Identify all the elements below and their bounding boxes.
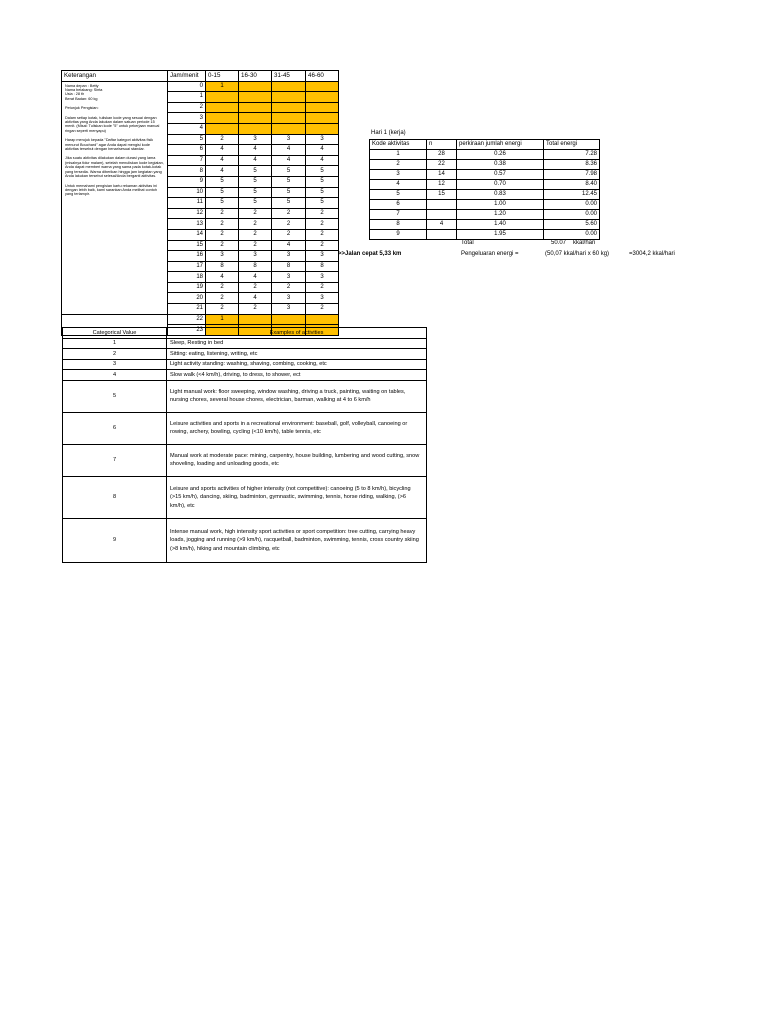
activity-code-cell[interactable]: 4: [206, 155, 239, 166]
category-row: [63, 412, 427, 444]
period-header: 46-60: [306, 71, 339, 82]
activity-code-cell[interactable]: 2: [239, 304, 272, 315]
category-value-cell: 5: [63, 380, 167, 412]
activity-code-cell[interactable]: [239, 123, 272, 134]
activity-code-cell[interactable]: 3: [239, 251, 272, 262]
activity-code-cell[interactable]: [239, 92, 272, 103]
hour-cell: 3: [168, 113, 206, 124]
hour-cell: 12: [168, 208, 206, 219]
energy-cell: 14: [427, 170, 457, 180]
activity-code-cell[interactable]: 4: [239, 155, 272, 166]
hour-cell: 5: [168, 134, 206, 145]
activity-code-cell[interactable]: 2: [306, 282, 339, 293]
energy-row: [370, 160, 600, 170]
activity-code-cell[interactable]: 2: [206, 219, 239, 230]
activity-code-cell[interactable]: [239, 113, 272, 124]
energy-cell: [427, 200, 457, 210]
activity-code-cell[interactable]: 1: [206, 314, 239, 325]
energy-cell: 12: [427, 180, 457, 190]
category-value-cell: 8: [63, 476, 167, 518]
activity-code-cell[interactable]: [206, 113, 239, 124]
energy-cell: 15: [427, 190, 457, 200]
hour-cell: 22: [168, 314, 206, 325]
activity-code-cell[interactable]: 2: [206, 240, 239, 251]
energy-cell: 0.38: [457, 160, 544, 170]
keterangan-header: Keterangan: [62, 71, 168, 82]
pengeluaran-result: =3004,2 kkal/hari: [629, 251, 675, 257]
category-value-cell: 9: [63, 518, 167, 562]
activity-code-cell[interactable]: 3: [306, 293, 339, 304]
activity-code-cell[interactable]: [272, 113, 306, 124]
activity-code-cell[interactable]: 3: [272, 251, 306, 262]
energy-title: Hari 1 (kerja): [371, 130, 406, 136]
activity-code-cell[interactable]: 2: [306, 304, 339, 315]
activity-code-cell[interactable]: [206, 123, 239, 134]
energy-cell: 8.40: [544, 180, 600, 190]
activity-code-cell[interactable]: 2: [306, 240, 339, 251]
period-header: 0-15: [206, 71, 239, 82]
activity-code-cell[interactable]: 2: [306, 219, 339, 230]
energy-cell: [427, 210, 457, 220]
activity-code-cell[interactable]: 4: [239, 145, 272, 156]
activity-code-cell[interactable]: 2: [206, 229, 239, 240]
activity-code-cell[interactable]: 4: [239, 272, 272, 283]
activity-code-cell[interactable]: 5: [272, 176, 306, 187]
energy-cell: 1.20: [457, 210, 544, 220]
activity-code-cell[interactable]: 2: [272, 219, 306, 230]
activity-code-cell[interactable]: 5: [272, 166, 306, 177]
hour-cell: 1: [168, 92, 206, 103]
pengeluaran-calc: (50,07 kkal/hari x 60 kg): [545, 251, 610, 257]
activity-code-cell[interactable]: 3: [272, 272, 306, 283]
activity-code-cell[interactable]: 2: [239, 282, 272, 293]
activity-code-cell[interactable]: 5: [306, 187, 339, 198]
energy-row: [370, 210, 600, 220]
energy-cell: 1.95: [457, 230, 544, 240]
energy-cell: 3: [370, 170, 427, 180]
hour-cell: 17: [168, 261, 206, 272]
activity-code-cell[interactable]: 3: [206, 251, 239, 262]
activity-code-cell[interactable]: 3: [272, 304, 306, 315]
activity-code-cell[interactable]: 3: [306, 251, 339, 262]
activity-code-cell[interactable]: [272, 92, 306, 103]
energy-header-cell: n: [427, 140, 457, 150]
activity-code-cell[interactable]: [306, 113, 339, 124]
category-example-cell: Sitting: eating, listening, writing, etc: [167, 349, 427, 360]
instructions-title: Petunjuk Pengisian:: [65, 106, 99, 111]
energy-row: [370, 180, 600, 190]
energy-row: [370, 220, 600, 230]
energy-row: [370, 150, 600, 160]
profile-line: Nama belakang: Sinta: [65, 88, 103, 92]
activity-code-cell[interactable]: 8: [272, 261, 306, 272]
activity-code-cell[interactable]: 5: [239, 187, 272, 198]
category-example-cell: Light manual work: floor sweeping, window washing, driving a truck, painting, waiting on tables, nursing chores, several house chores, electrician, barman, walking at 4 to 6 km/h: [167, 380, 427, 412]
activity-code-cell[interactable]: [306, 81, 339, 92]
activity-code-cell[interactable]: [306, 102, 339, 113]
total-value: 50.07: [551, 240, 567, 246]
activity-code-cell[interactable]: 8: [239, 261, 272, 272]
category-row: [63, 476, 427, 518]
activity-code-cell[interactable]: 5: [239, 176, 272, 187]
energy-cell: 0.00: [544, 200, 600, 210]
hour-cell: 19: [168, 282, 206, 293]
activity-code-cell[interactable]: 2: [272, 282, 306, 293]
period-header: 16-30: [239, 71, 272, 82]
energy-header-row: [370, 140, 600, 150]
activity-code-cell[interactable]: 2: [272, 229, 306, 240]
category-example-cell: Intense manual work, high intensity sport activities or sport competition: tree cutting, carrying heavy loads, jogging and running (>9 km/h), racquetball, badminton, swimming, tennis, cross country skiing (>8 km/h), hiking and mountain climbing, etc: [167, 518, 427, 562]
period-header: 31-45: [272, 71, 306, 82]
category-row: [63, 380, 427, 412]
energy-cell: 0.70: [457, 180, 544, 190]
activity-code-cell[interactable]: 3: [239, 134, 272, 145]
hour-cell: 16: [168, 251, 206, 262]
activity-code-cell[interactable]: 5: [206, 198, 239, 209]
energy-cell: 0.83: [457, 190, 544, 200]
instruction-paragraph: Dalam setiap kotak, tuliskan kode yang sesuai dengan aktivitas yang Anda lakukan dalam satuan periode 15 menit. (Misal: Tuliskan kode "5" untuk pekerjaan manual ringan seperti menyapu): [65, 115, 160, 133]
jam-header: Jam/menit: [168, 71, 206, 82]
activity-code-cell[interactable]: 4: [272, 155, 306, 166]
activity-code-cell[interactable]: 5: [306, 176, 339, 187]
energy-cell: 12.45: [544, 190, 600, 200]
activity-code-cell[interactable]: [272, 123, 306, 134]
category-example-cell: Light activity standing: washing, shaving, combing, cooking, etc: [167, 359, 427, 370]
energy-cell: 7.28: [544, 150, 600, 160]
activity-code-cell[interactable]: [272, 102, 306, 113]
activity-code-cell[interactable]: 2: [306, 229, 339, 240]
category-example-cell: Sleep, Resting in bed: [167, 338, 427, 349]
hour-cell: 20: [168, 293, 206, 304]
activity-code-cell[interactable]: 2: [239, 219, 272, 230]
activity-code-cell[interactable]: 3: [306, 134, 339, 145]
energy-header-cell: Kode aktivitas: [370, 140, 427, 150]
activity-code-cell[interactable]: 4: [306, 145, 339, 156]
pengeluaran-label: Pengeluaran energi =: [461, 251, 519, 257]
category-value-cell: 1: [63, 338, 167, 349]
activity-code-cell[interactable]: 2: [206, 208, 239, 219]
activity-code-cell[interactable]: 5: [306, 198, 339, 209]
energy-cell: 6: [370, 200, 427, 210]
activity-code-cell[interactable]: [239, 314, 272, 325]
energy-cell: [427, 230, 457, 240]
hour-cell: 14: [168, 229, 206, 240]
category-header-row: [63, 328, 427, 339]
category-header-cell: Categorical Value: [63, 328, 167, 339]
energy-row: [370, 200, 600, 210]
total-label: Total: [461, 240, 474, 246]
energy-cell: 0.57: [457, 170, 544, 180]
log-row: [62, 81, 339, 92]
activity-code-cell[interactable]: 4: [206, 272, 239, 283]
category-row: [63, 518, 427, 562]
hour-cell: 8: [168, 166, 206, 177]
activity-code-cell[interactable]: 5: [306, 166, 339, 177]
activity-code-cell[interactable]: [206, 92, 239, 103]
category-row: [63, 444, 427, 476]
category-value-cell: 7: [63, 444, 167, 476]
energy-cell: 8.36: [544, 160, 600, 170]
activity-code-cell[interactable]: 5: [239, 198, 272, 209]
profile-line: Nama depan : Betty: [65, 83, 99, 88]
activity-code-cell[interactable]: 5: [206, 176, 239, 187]
activity-code-cell[interactable]: 3: [272, 293, 306, 304]
hour-cell: 9: [168, 176, 206, 187]
activity-code-cell[interactable]: [272, 81, 306, 92]
activity-code-cell[interactable]: [239, 102, 272, 113]
activity-code-cell[interactable]: 5: [239, 166, 272, 177]
energy-header-cell: perkiraan jumlah energi: [457, 140, 544, 150]
energy-cell: 0.26: [457, 150, 544, 160]
log-header-row: [62, 71, 339, 82]
energy-cell: 22: [427, 160, 457, 170]
activity-category-table: [62, 327, 427, 563]
activity-code-cell[interactable]: 8: [306, 261, 339, 272]
energy-cell: 9: [370, 230, 427, 240]
activity-code-cell[interactable]: 5: [272, 198, 306, 209]
category-example-cell: Leisure and sports activities of higher intensity (not competitive): canoeing (5 to 8 km/h), bicycling (>15 km/h), dancing, skiing, badminton, gymnastic, swimming, tennis, horse riding, walking, (>6 km/h), etc: [167, 476, 427, 518]
activity-code-cell[interactable]: 4: [272, 145, 306, 156]
category-example-cell: Manual work at moderate pace: mining, carpentry, house building, lumbering and wood cutting, snow shoveling, loading and unloading goods, etc: [167, 444, 427, 476]
activity-code-cell[interactable]: [306, 92, 339, 103]
activity-code-cell[interactable]: 4: [206, 145, 239, 156]
category-value-cell: 6: [63, 412, 167, 444]
hour-cell: 15: [168, 240, 206, 251]
hour-cell: 13: [168, 219, 206, 230]
activity-code-cell[interactable]: 2: [206, 282, 239, 293]
energy-cell: 0.00: [544, 230, 600, 240]
activity-code-cell[interactable]: 5: [272, 187, 306, 198]
category-row: [63, 349, 427, 360]
energy-cell: 8: [370, 220, 427, 230]
activity-code-cell[interactable]: 2: [206, 304, 239, 315]
energy-cell: 1.00: [457, 200, 544, 210]
energy-cell: 5.60: [544, 220, 600, 230]
activity-code-cell[interactable]: 8: [206, 261, 239, 272]
energy-row: [370, 230, 600, 240]
instruction-paragraph: Untuk memahami pengisian kartu rekaman aktivitas ini dengan lebih baik, kami sarankan Anda melihat contoh yang terlampir.: [65, 183, 158, 197]
energy-row: [370, 170, 600, 180]
hour-cell: 4: [168, 123, 206, 134]
total-unit: kkal/hari: [573, 240, 596, 246]
hour-cell: 11: [168, 198, 206, 209]
energy-cell: 7: [370, 210, 427, 220]
energy-cell: 4: [427, 220, 457, 230]
hour-cell: 6: [168, 145, 206, 156]
category-example-cell: Leisure activities and sports in a recreational environment: baseball, golf, volleyball, canoeing or rowing, archery, bowling, cycling (<10 km/h), table tennis, etc: [167, 412, 427, 444]
hour-cell: 21: [168, 304, 206, 315]
category-header-cell: Examples of activities: [167, 328, 427, 339]
profile-line: Usia : 28 th: [65, 92, 85, 97]
activity-code-cell[interactable]: [206, 102, 239, 113]
activity-code-cell[interactable]: 4: [272, 240, 306, 251]
energy-cell: 1.40: [457, 220, 544, 230]
hour-cell: 0: [168, 81, 206, 92]
activity-code-cell[interactable]: 1: [206, 81, 239, 92]
activity-code-cell[interactable]: [306, 314, 339, 325]
energy-cell: 1: [370, 150, 427, 160]
hour-cell: 10: [168, 187, 206, 198]
activity-code-cell[interactable]: [239, 81, 272, 92]
energy-cell: 7.98: [544, 170, 600, 180]
category-row: [63, 338, 427, 349]
energy-cell: 5: [370, 190, 427, 200]
energy-table: [369, 139, 600, 240]
activity-code-cell[interactable]: 4: [306, 155, 339, 166]
activity-code-cell[interactable]: 2: [239, 208, 272, 219]
energy-cell: 0.00: [544, 210, 600, 220]
energy-cell: 28: [427, 150, 457, 160]
activity-code-cell[interactable]: 3: [306, 272, 339, 283]
category-row: [63, 370, 427, 381]
energy-row: [370, 190, 600, 200]
activity-code-cell[interactable]: [272, 314, 306, 325]
energy-cell: 2: [370, 160, 427, 170]
category-value-cell: 2: [63, 349, 167, 360]
activity-log-table: [61, 70, 339, 336]
activity-code-cell[interactable]: [306, 123, 339, 134]
side-note: >>Jalan cepat 5,33 km: [338, 251, 402, 257]
profile-block: [65, 84, 164, 102]
activity-code-cell[interactable]: 4: [239, 293, 272, 304]
category-example-cell: Slow walk (<4 km/h), driving, to dress, to shower, ect: [167, 370, 427, 381]
log-row: [62, 314, 339, 325]
activity-code-cell[interactable]: 2: [239, 240, 272, 251]
activity-code-cell[interactable]: 4: [206, 166, 239, 177]
hour-cell: 2: [168, 102, 206, 113]
activity-code-cell[interactable]: 2: [206, 134, 239, 145]
energy-cell: 4: [370, 180, 427, 190]
instruction-paragraph: Jika suatu aktivitas dilakukan dalam durasi yang lama (misalnya tidur malam), setelah menuliskan kode kegiatan, Anda dapat memberi warna yang sama pada kotak-kotak yang tersedia. Warna diberikan hingga jam kegiatan yang Anda lakukan tersebut selesai/Anda berganti aktivitas.: [65, 156, 164, 179]
hour-cell: 7: [168, 155, 206, 166]
category-value-cell: 3: [63, 359, 167, 370]
activity-code-cell[interactable]: 2: [272, 208, 306, 219]
hour-cell: 18: [168, 272, 206, 283]
category-row: [63, 359, 427, 370]
notes-cell: [62, 81, 168, 314]
activity-code-cell[interactable]: 5: [206, 187, 239, 198]
energy-header-cell: Total energi: [544, 140, 600, 150]
activity-code-cell[interactable]: 2: [239, 229, 272, 240]
instruction-paragraph: Harap merujuk kepada "Daftar kategori aktivitas fisik menurut Bouchard" agar Anda dapat mengisi kode aktivitas tersebut dengan benar/sesuai standar.: [65, 138, 154, 152]
profile-line: Berat Badan: 60 kg: [65, 96, 98, 101]
activity-code-cell[interactable]: 3: [272, 134, 306, 145]
hour-cell: 23: [168, 325, 206, 336]
category-value-cell: 4: [63, 370, 167, 381]
activity-code-cell[interactable]: 2: [206, 293, 239, 304]
activity-code-cell[interactable]: 2: [306, 208, 339, 219]
